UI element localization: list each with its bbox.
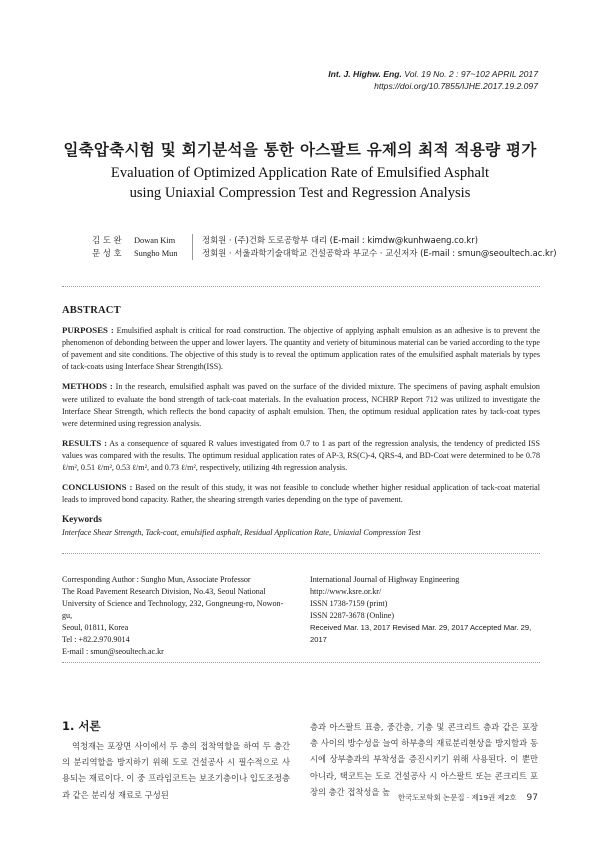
section-heading: 1. 서론 — [62, 719, 101, 733]
author-english-name: Dowan Kim — [134, 236, 176, 245]
author-list — [92, 234, 557, 260]
corr-line: Seoul, 01811, Korea — [62, 623, 129, 632]
corr-line: The Road Pavement Research Division, No.43, Seoul National — [62, 587, 266, 596]
purposes-text: Emulsified asphalt is critical for road construction. The objective of applying asphalt emulsion as an adhesive is to prevent the phenomenon of debonding between the upper and lower layers. The quantity and veriety of bituminous material can be varied according to the type of pavement and site conditions. The objective of this study is to reveal the optimum application rates of the emulsified asphalt materials by types of tack-coats using Interface Shear Strength(ISS). — [62, 326, 540, 372]
author-row — [92, 247, 557, 260]
journal-info-block — [310, 574, 540, 646]
abstract-methods — [62, 380, 540, 429]
abstract-conclusions — [62, 481, 540, 506]
journal-name: Int. J. Highw. Eng. — [328, 69, 402, 79]
author-english-name: Sungho Mun — [134, 249, 178, 258]
author-divider — [192, 234, 193, 247]
body-column-right: 층과 아스팔트 표층, 중간층, 기층 및 콘크리트 층과 같은 포장층 사이의 방수성을 늘여 하부층의 재료분리현상을 방지함과 동시에 상부층과의 부착성을 증진시키기 위해 사용된다. 이 뿐만 아니라, 택코트는 도로 건설공사 시 아스팔트 또는 콘크리트 포장의 층간 접착성을 높 — [310, 722, 538, 797]
author-korean-name: 김 도 완 — [92, 235, 122, 245]
keywords-list: Interface Shear Strength, Tack-coat, emulsified asphalt, Residual Application Rate, Uniaxial Compression Test — [62, 528, 421, 538]
results-label: RESULTS : — [62, 437, 108, 448]
footer-journal: 한국도로학회 논문집 · 제19권 제2호 — [397, 793, 517, 802]
purposes-label: PURPOSES : — [62, 325, 114, 336]
author-korean-name: 문 성 호 — [92, 248, 122, 258]
corr-email[interactable]: E-mail : smun@seoultech.ac.kr — [62, 647, 164, 656]
title-english-line2: using Uniaxial Compression Test and Regression Analysis — [129, 185, 471, 201]
submission-dates: Received Mar. 13, 2017 Revised Mar. 29, 2017 Accepted Mar. 29, 2017 — [310, 623, 532, 644]
abstract-purposes — [62, 324, 540, 373]
divider-bottom — [62, 662, 540, 663]
author-divider — [192, 247, 193, 260]
journal-url[interactable]: http://www.ksre.or.kr/ — [310, 587, 382, 596]
page-number: 97 — [526, 792, 538, 803]
author-affiliation: 정회원 · (주)건화 도로공항부 대리 (E-mail : kimdw@kunhwaeng.co.kr) — [202, 235, 478, 245]
title-korean: 일축압축시험 및 회기분석을 통한 아스팔트 유제의 최적 적용량 평가 — [63, 141, 537, 159]
body-column-left: 역청재는 포장면 사이에서 두 층의 접착역할을 하여 두 층간의 분리역할을 방지하기 위해 도로 건설공사 시 필수적으로 사용되는 재료이다. 이 중 프라임코트는 보조기층이나 입도조정층과 같은 분리성 재료로 구성된 — [62, 741, 290, 800]
journal-volume: Vol. 19 No. 2 : 97~102 APRIL 2017 — [401, 69, 538, 79]
title-english — [0, 163, 600, 203]
abstract-heading: ABSTRACT — [62, 305, 121, 316]
abstract-section — [62, 305, 540, 540]
corr-line: University of Science and Technology, 232, Gongneung-ro, Nowon-gu, — [62, 599, 284, 620]
corresponding-author-block — [62, 574, 292, 658]
abstract-results — [62, 437, 540, 474]
author-affiliation: 정회원 · 서울과학기술대학교 건설공학과 부교수 · 교신저자 (E-mail : smun@seoultech.ac.kr) — [202, 248, 557, 258]
divider-top — [62, 286, 540, 287]
journal-citation — [328, 68, 538, 92]
author-row — [92, 234, 557, 247]
conclusions-text: Based on the result of this study, it was not feasible to conclude whether higher residual application of tack-coat material leads to improved bond capacity. Rather, the shearing strength varies depending on the type of pavement. — [62, 483, 540, 505]
methods-label: METHODS : — [62, 381, 113, 392]
corr-line: Corresponding Author : Sungho Mun, Associate Professor — [62, 575, 251, 584]
methods-text: In the research, emulsified asphalt was paved on the surface of the divided mixture. The specimens of paving asphalt emulsion were utilized to evaluate the bond strength of tack-coat materials. In the evaluation process, NCHRP Report 712 was utilized to investigate the Interface Shear Strength, which reflects the bond capacity of asphalt emulsion. Then, the optimum residual application rates by tack-coat types were determined using regression analysis. — [62, 382, 540, 428]
corr-line: Tel : +82.2.970.9014 — [62, 635, 130, 644]
conclusions-label: CONCLUSIONS : — [62, 482, 133, 493]
doi-link[interactable]: https://doi.org/10.7855/IJHE.2017.19.2.097 — [374, 81, 538, 91]
page-footer — [398, 792, 538, 803]
info-line: ISSN 2287-3678 (Online) — [310, 611, 395, 620]
keywords-heading: Keywords — [62, 514, 102, 525]
title-english-line1: Evaluation of Optimized Application Rate of Emulsified Asphalt — [110, 165, 490, 181]
info-line: ISSN 1738-7159 (print) — [310, 599, 388, 608]
divider-middle — [62, 553, 540, 554]
info-line: International Journal of Highway Engineering — [310, 575, 460, 584]
results-text: As a consequence of squared R values investigated from 0.7 to 1 as part of the regression analysis, the tendency of predicted ISS values was compared with the results. The optimum residual application rates of AP-3, RS(C)-4, QRS-4, and BD-Coat were determined to be 0.78 ℓ/m², 0.51 ℓ/m², 0.53 ℓ/m², and 0.73 ℓ/m², respectively, utilizing 4th regression analysis. — [62, 438, 540, 473]
